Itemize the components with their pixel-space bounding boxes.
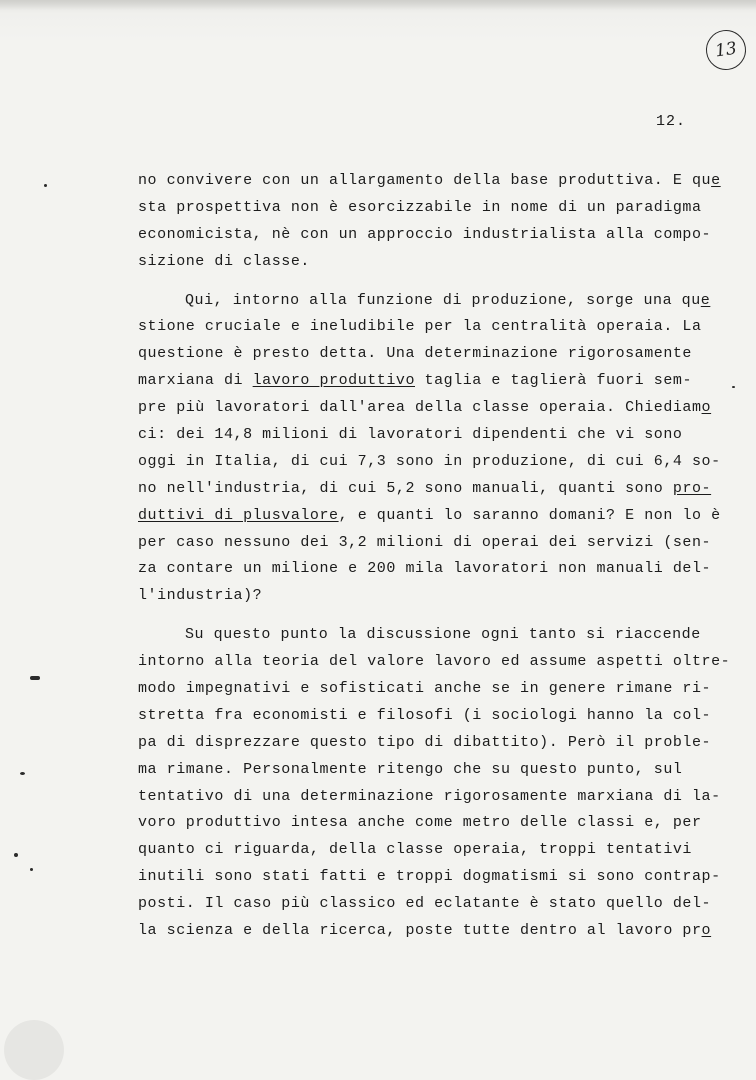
text-segment: questione è presto detta. Una determinazione rigorosamente (138, 345, 692, 363)
text-segment: pre più lavoratori dall'area della classe operaia. Chiediam (138, 399, 702, 417)
underlined-text: o (701, 399, 712, 417)
underlined-text: o (701, 922, 712, 940)
text-segment: Qui, intorno alla funzione di produzione, sorge una qu (185, 291, 701, 309)
underlined-text: e (700, 291, 711, 309)
text-line (138, 837, 698, 864)
text-segment: ci: dei 14,8 milioni di lavoratori dipendenti che vi sono (138, 426, 683, 444)
text-segment: , e quanti lo saranno domani? E non lo è (338, 506, 721, 524)
text-segment: intorno alla teoria del valore lavoro ed assume aspetti oltre- (138, 653, 731, 671)
text-segment: marxiana di (138, 372, 253, 390)
text-line (138, 676, 712, 703)
text-line (138, 583, 698, 610)
text-segment: sizione di classe. (138, 252, 310, 270)
text-line (138, 556, 712, 583)
paragraph-2 (138, 288, 721, 611)
paragraph-3 (138, 622, 731, 945)
text-line (138, 476, 712, 503)
text-segment: posti. Il caso più classico ed eclatante è stato quello del- (138, 895, 712, 913)
text-line (138, 368, 698, 395)
text-line (138, 622, 701, 649)
scan-smudge (4, 1020, 64, 1080)
text-segment: stione cruciale e ineludibile per la centralità operaia. La (138, 318, 702, 336)
text-segment: modo impegnativi e sofisticati anche se in genere rimane ri- (138, 680, 712, 698)
text-line (138, 757, 698, 784)
page-number: 12. (656, 113, 687, 130)
body-text (138, 168, 731, 945)
text-line (138, 730, 712, 757)
underlined-text: pro- (672, 479, 712, 497)
text-line (138, 891, 712, 918)
text-segment: per caso nessuno dei 3,2 milioni di operai dei servizi (sen- (138, 533, 712, 551)
text-segment: ma rimane. Personalmente ritengo che su questo punto, sul (138, 760, 683, 778)
scan-speck (30, 868, 33, 871)
text-segment: no convivere con un allargamento della base produttiva. E qu (138, 172, 712, 189)
text-segment: taglia e taglierà fuori sem- (415, 372, 692, 390)
text-segment: Su questo punto la discussione ogni tanto si riaccende (185, 626, 701, 644)
scan-speck (30, 676, 40, 680)
scan-speck (14, 853, 18, 857)
scan-speck (20, 772, 25, 775)
text-segment: voro produttivo intesa anche come metro delle classi e, per (138, 814, 702, 832)
text-line (138, 530, 712, 557)
text-segment: quanto ci riguarda, della classe operaia, troppi tentativi (138, 841, 692, 859)
text-line (138, 314, 702, 341)
text-line (138, 864, 721, 891)
text-line (138, 503, 721, 530)
text-line (138, 222, 712, 249)
text-line (138, 649, 731, 676)
scan-edge-shadow (0, 0, 756, 10)
text-segment: pa di disprezzare questo tipo di dibattito). Però il proble- (138, 733, 712, 751)
text-line (138, 249, 698, 276)
paragraph-1 (138, 168, 721, 276)
text-line (138, 810, 702, 837)
text-segment: sta prospettiva non è esorcizzabile in nome di un paradigma (138, 198, 702, 216)
underlined-text: lavoro produttivo (252, 372, 415, 390)
scan-speck (44, 184, 47, 187)
text-segment: la scienza e della ricerca, poste tutte dentro al lavoro pr (138, 922, 702, 940)
text-segment: za contare un milione e 200 mila lavoratori non manuali del- (138, 560, 712, 578)
underlined-text: e (711, 172, 721, 189)
text-line (138, 703, 712, 730)
text-segment: oggi in Italia, di cui 7,3 sono in produzione, di cui 6,4 so- (138, 452, 721, 470)
text-line (138, 784, 721, 811)
text-segment: no nell'industria, di cui 5,2 sono manuali, quanti sono (138, 479, 673, 497)
text-segment: tentativo di una determinazione rigorosamente marxiana di la- (138, 787, 721, 805)
scan-speck (732, 386, 735, 388)
text-line (138, 168, 721, 195)
text-line (138, 449, 721, 476)
text-line (138, 395, 712, 422)
text-segment: economicista, nè con un approccio industrialista alla compo- (138, 225, 712, 243)
underlined-text: duttivi di plusvalore (138, 506, 339, 524)
text-line (138, 422, 698, 449)
text-segment: l'industria)? (138, 587, 263, 605)
text-line (138, 341, 698, 368)
text-line (138, 288, 711, 315)
text-line (138, 195, 702, 222)
text-segment: inutili sono stati fatti e troppi dogmatismi si sono contrap- (138, 868, 721, 886)
text-segment: stretta fra economisti e filosofi (i sociologi hanno la col- (138, 706, 712, 724)
page-stamp: 13 (703, 27, 748, 72)
text-line (138, 918, 712, 945)
